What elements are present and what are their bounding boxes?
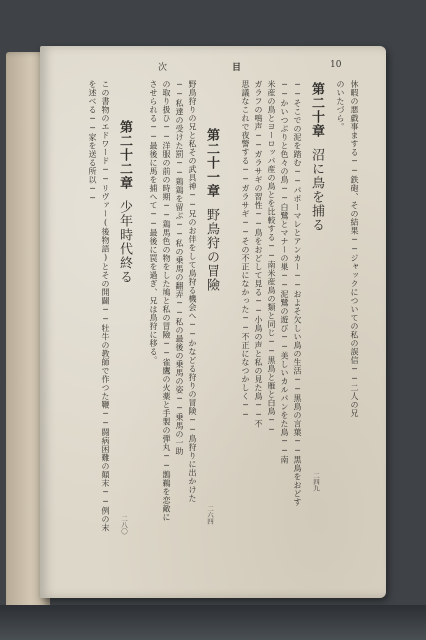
- chapter-21-summary-line: の取り扱ひ──洋服の前の時期──鶏馬色の物をした鳩と私の冒險──雀鷹の火薬と手製の弾丸──鵲鵜を恋敵に: [162, 80, 171, 522]
- chapter-22-title: 第二十二章: [117, 120, 132, 190]
- chapter-20-page: 二四九: [312, 472, 320, 492]
- page-number: 10: [330, 60, 342, 70]
- background-surface: [0, 605, 426, 640]
- chapter-21-summary-line: 野鳥狩りの兄と私その武具神──兄のお伴をして鳥狩る機会へ──かなどる狩りの冒険──鳥狩りに出かけた: [188, 80, 197, 503]
- chapter-20-summary-line: 米産の鳥とヨーロッパ産の鳥とを比較する──南米産鳥の類と同じ──黒鳥と雁と白鳥──: [267, 80, 276, 435]
- chapter-21-summary-line: ──私達の受けた罰──鶏鶏を留ぶ──私の乗馬の翻弄──私の最後の乗馬の姿──乗馬の一助: [175, 80, 184, 456]
- chapter-21-heading: [205, 128, 218, 292]
- toc-continuation-line: 休暇の悪戯事まする──鉄砲、その結果──ジャックについての私の誤信──二人の兄: [350, 80, 359, 418]
- chapter-21-title: 第二十一章: [204, 128, 219, 198]
- chapter-20-summary-line: ──そこでの泥を踏む──パポーマレとアンカー──およそ欠しい鳥の生活──黒鳥の言葉──黒鳥をおどす: [293, 80, 302, 507]
- chapter-20-subtitle: 沼に鳥を捕る: [309, 148, 324, 232]
- chapter-22-page: 二八〇: [120, 515, 128, 535]
- chapter-21-subtitle: 野鳥狩の冒險: [204, 208, 219, 292]
- chapter-22-summary-line: を述べる──家を送る所以──: [88, 80, 97, 203]
- chapter-22-heading: [118, 120, 131, 284]
- chapter-20-summary-line: ──かいつぶりと色々の鳥──白鷺とマナーの巣──泥鷺の遊び──美しいカルパンをた鳥──南: [280, 80, 289, 464]
- chapter-20-title: 第二十章: [309, 82, 324, 138]
- chapter-22-summary-line: この書物のエドワード──リヴァー(後物語)とその開闢──牡牛の教師で作つた鞭──闘病困難の顛末──例の末: [101, 80, 110, 532]
- chapter-20-summary-line: 思議なこれで夜警する──ガラサギ──その不正になかった──不正になつかしく──: [241, 80, 250, 420]
- chapter-20-summary-line: ガラフの鳴声──ガラサギの習性──鳥をおどして見る──小鳥の声と私の見た鳥──不: [254, 80, 263, 428]
- chapter-21-page: 二六四: [206, 505, 214, 525]
- toc-continuation-line: のいたづら。: [336, 80, 345, 131]
- running-header-volume: 目: [232, 63, 242, 73]
- chapter-22-subtitle: 少年時代終る: [117, 200, 132, 284]
- running-header-section: 次: [158, 63, 169, 73]
- chapter-20-heading: [310, 82, 323, 232]
- chapter-21-summary-line: させられる──最後に馬を捕へて──最後に罠を過ぎ、兄は鳥狩に移る。: [149, 80, 158, 365]
